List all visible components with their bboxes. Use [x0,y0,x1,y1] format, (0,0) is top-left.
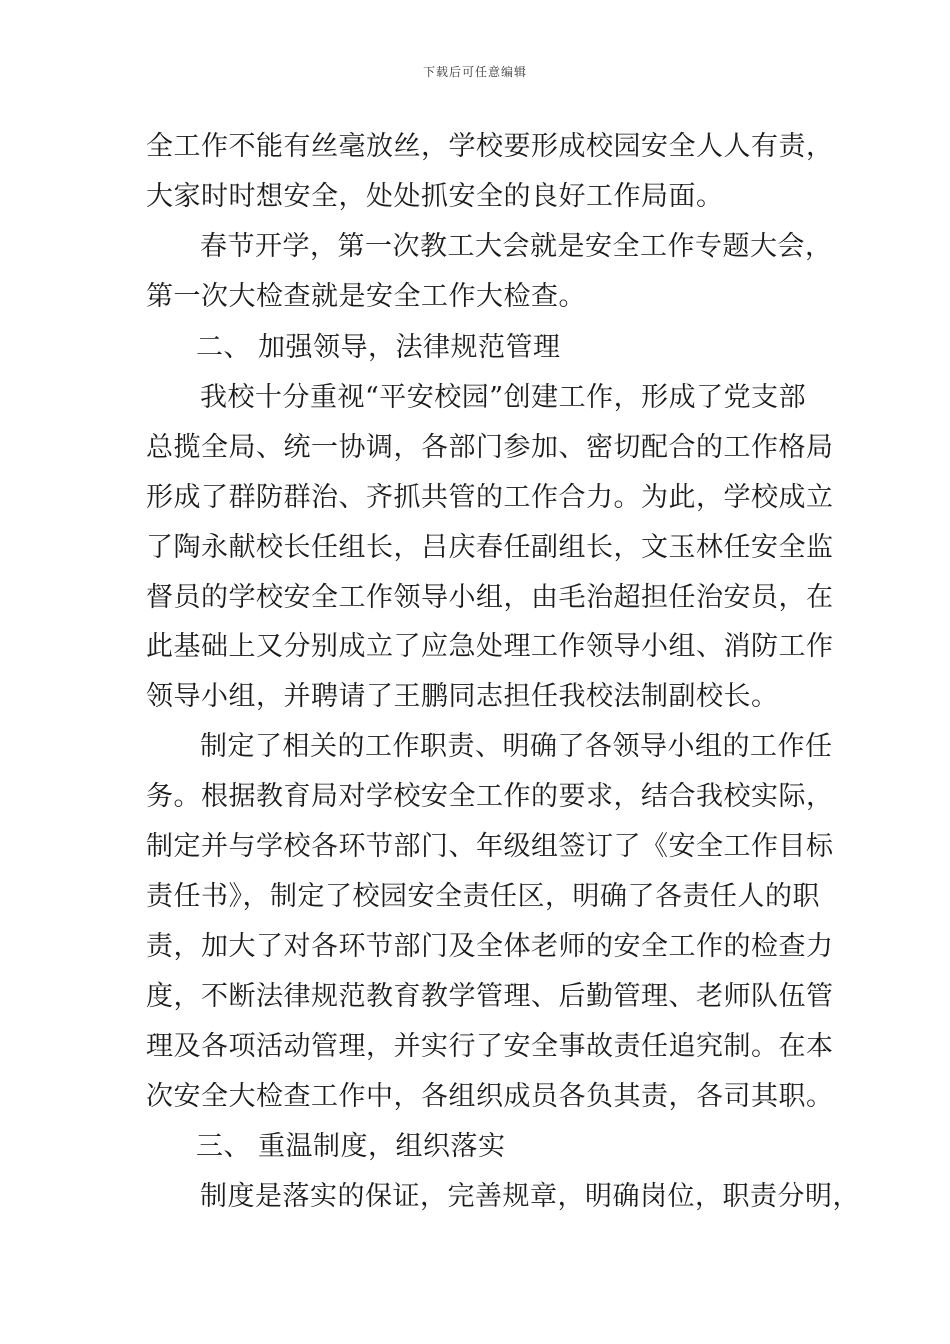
text-line: 大家时时想安全，处处抓安全的良好工作局面。 [146,181,724,212]
text-line: 全工作不能有丝毫放丝，学校要形成校园安全人人有责， [146,131,834,162]
paragraph-start: 我校十分重视“平安校园”创建工作，形成了党支部 [200,382,807,413]
text-line: 制定并与学校各环节部门、年级组签订了《安全工作目标 [146,831,834,862]
section-number: 三、 [196,1131,251,1162]
text-line: 总揽全局、统一协调，各部门参加、密切配合的工作格局 [146,432,834,463]
section-title: 加强领导，法律规范管理 [258,332,561,363]
page-header: 下载后可任意编辑 [422,65,527,79]
text-line: 了陶永献校长任组长，吕庆春任副组长，文玉林任安全监 [146,532,834,563]
section-heading-two [196,328,561,368]
text-line: 责任书》，制定了校园安全责任区，明确了各责任人的职 [146,881,820,912]
text-line: 务。根据教育局对学校安全工作的要求，结合我校实际， [146,781,834,812]
text-line: 督员的学校安全工作领导小组，由毛治超担任治安员，在 [146,582,834,613]
text-line: 领导小组，并聘请了王鹏同志担任我校法制副校长。 [146,681,779,712]
text-line: 此基础上又分别成立了应急处理工作领导小组、消防工作 [146,631,834,662]
text-line: 第一次大检查就是安全工作大检查。 [146,281,586,312]
section-heading-three [196,1127,506,1167]
text-line: 次安全大检查工作中，各组织成员各负其责，各司其职。 [146,1081,834,1112]
text-line: 理及各项活动管理，并实行了安全事故责任追究制。在本 [146,1031,834,1062]
paragraph-start: 春节开学，第一次教工大会就是安全工作专题大会， [200,231,833,262]
paragraph-start: 制定了相关的工作职责、明确了各领导小组的工作任 [200,731,833,762]
section-title: 重温制度，组织落实 [258,1131,506,1162]
text-line: 形成了群防群治、齐抓共管的工作合力。为此，学校成立 [146,482,834,513]
text-line: 责，加大了对各环节部门及全体老师的安全工作的检查力 [146,931,834,962]
paragraph-start: 制度是落实的保证，完善规章，明确岗位，职责分明， [200,1181,860,1212]
text-line: 度，不断法律规范教育教学管理、后勤管理、老师队伍管 [146,981,834,1012]
section-number: 二、 [196,332,251,363]
